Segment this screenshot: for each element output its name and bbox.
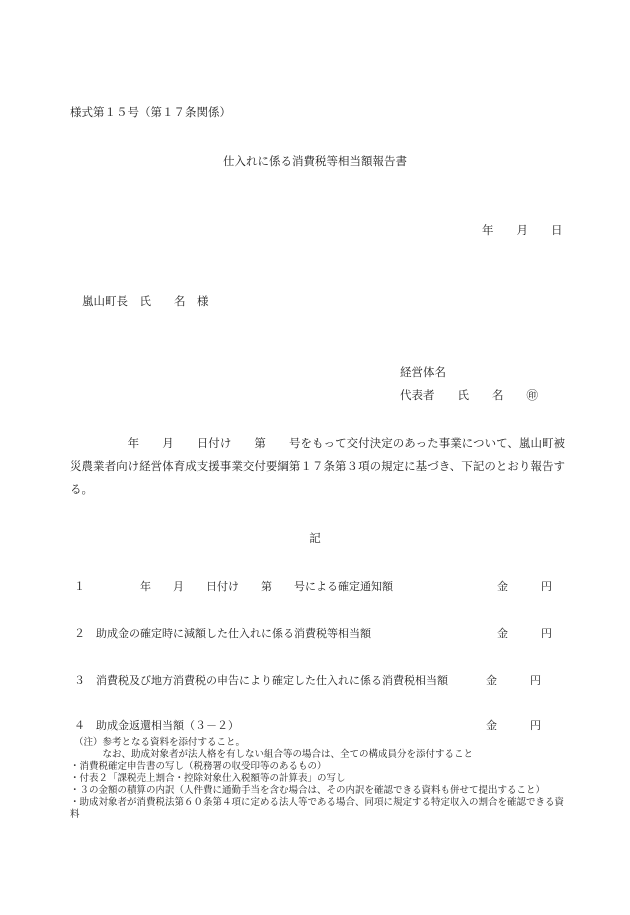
note-bullet-2: ・付表２「課税売上割合・控除対象仕入税額等の計算表」の写し — [70, 773, 346, 784]
item-number: ２ — [74, 627, 85, 640]
note-member: なお、助成対象者が法人格を有しない組合等の場合は、全ての構成員分を添付すること — [74, 749, 474, 760]
item-2 — [74, 625, 564, 641]
yen-label: 金 円 — [497, 627, 552, 640]
date-line: 年 月 日 — [482, 223, 563, 237]
note-bullet-1: ・消費税確定申告書の写し（税務署の収受印等のあるもの） — [70, 761, 327, 772]
item-text: 年 月 日付け 第 号による確定通知額 — [96, 580, 393, 593]
item-3 — [74, 672, 564, 688]
yen-label: 金 円 — [497, 580, 552, 593]
item-number: ４ — [74, 719, 85, 732]
form-number: 様式第１５号（第１７条関係） — [70, 105, 231, 119]
item-1 — [74, 578, 564, 594]
item-text: 消費税及び地方消費税の申告により確定した仕入れに係る消費税相当額 — [96, 674, 448, 687]
note-bullet-3: ・３の金額の積算の内訳（人件費に通勤手当を含む場合は、その内訳を確認できる資料も併せて提出すること） — [70, 785, 546, 796]
org-name-label: 経営体名 — [400, 365, 446, 379]
document-title: 仕入れに係る消費税等相当額報告書 — [223, 154, 407, 168]
addressee: 嵐山町長 氏 名 様 — [82, 294, 209, 308]
representative-label: 代表者 氏 名 ㊞ — [400, 388, 538, 402]
body-paragraph: 年 月 日付け 第 号をもって交付決定のあった事業について、嵐山町被災農業者向け経営体育成支援事業交付要綱第１７条第３項の規定に基づき、下記のとおり報告する。 — [70, 436, 565, 496]
item-number: ３ — [74, 674, 85, 687]
note-bullet-4: ・助成対象者が消費税法第６０条第４項に定める法人等である場合、同項に規定する特定収入の割合を確認できる資料 — [70, 797, 565, 820]
item-4 — [74, 717, 564, 733]
note-attach: （注）参考となる資料を添付すること。 — [74, 737, 246, 748]
item-number: １ — [74, 580, 85, 593]
yen-label: 金 円 — [486, 719, 541, 732]
ki-label: 記 — [309, 531, 321, 545]
yen-label: 金 円 — [486, 674, 541, 687]
item-text: 助成金返還相当額（３－２） — [96, 719, 239, 732]
item-text: 助成金の確定時に減額した仕入れに係る消費税等相当額 — [96, 627, 371, 640]
